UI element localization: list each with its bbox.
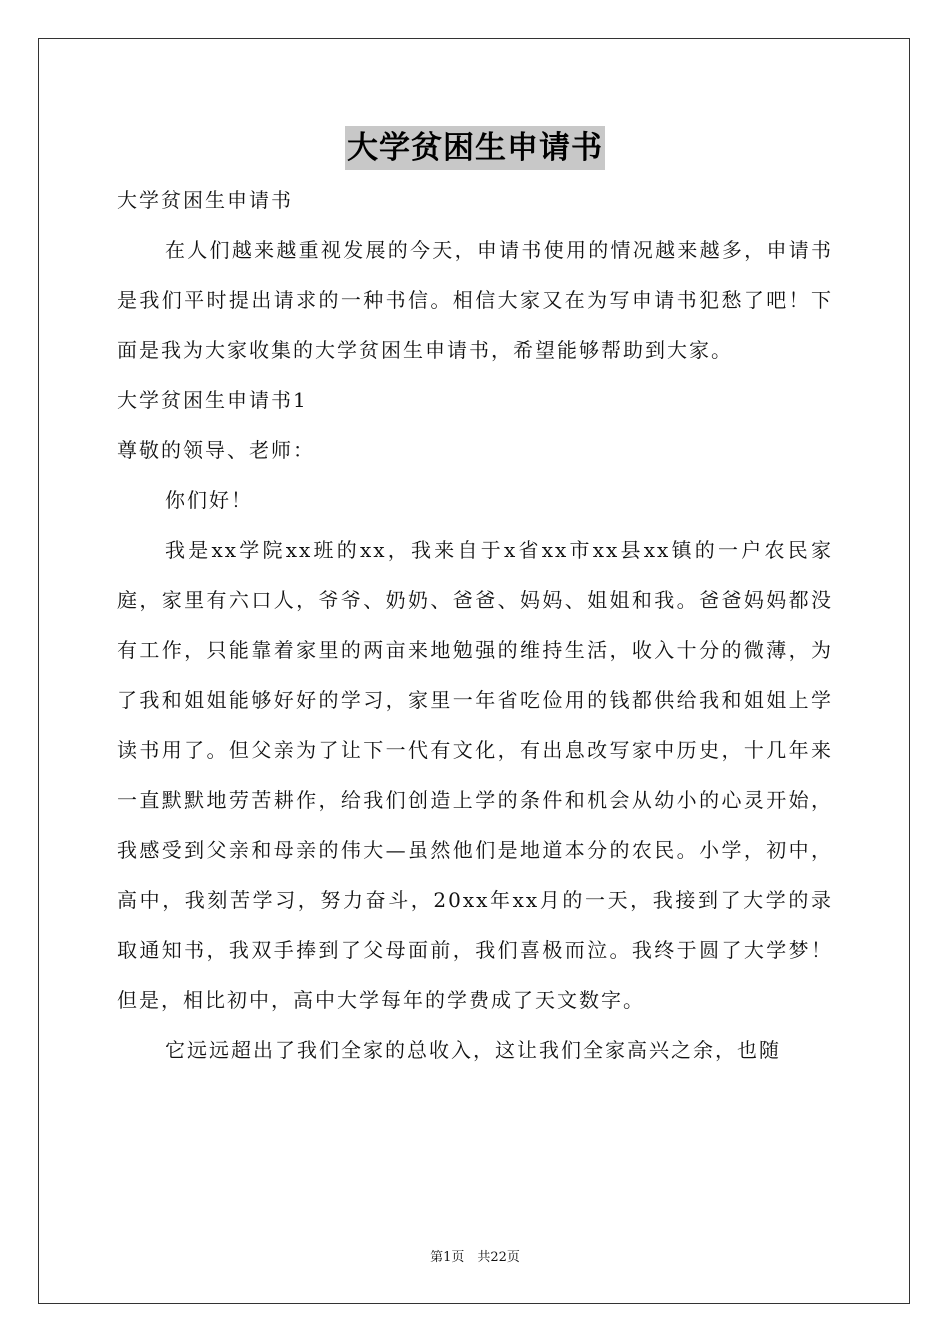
subtitle-paragraph: 大学贫困生申请书 [117, 188, 293, 212]
document-body [117, 175, 833, 1075]
body-paragraph-continued: 它远远超出了我们全家的总收入，这让我们全家高兴之余，也随 [165, 1038, 781, 1062]
salutation: 尊敬的领导、老师： [117, 438, 315, 462]
page-footer: 第1页 共22页 [430, 1250, 520, 1265]
document-title: 大学贫困生申请书 [345, 126, 605, 170]
greeting: 你们好！ [165, 488, 253, 512]
body-paragraph: 我是xx学院xx班的xx，我来自于x省xx市xx县xx镇的一户农民家庭，家里有六口人，爷爷、奶奶、爸爸、妈妈、姐姐和我。爸爸妈妈都没有工作，只能靠着家里的两亩来地勉强的维持生活，收入十分的微薄，为了我和姐姐能够好好的学习，家里一年省吃俭用的钱都供给我和姐姐上学读书用了。但父亲为了让下一代有文化，有出息改写家中历史，十几年来一直默默地劳苦耕作，给我们创造上学的条件和机会从幼小的心灵开始，我感受到父亲和母亲的伟大—虽然他们是地道本分的农民。小学，初中，高中，我刻苦学习，努力奋斗，20xx年xx月的一天，我接到了大学的录取通知书，我双手捧到了父母面前，我们喜极而泣。我终于圆了大学梦！但是，相比初中，高中大学每年的学费成了天文数字。 [117, 538, 833, 1012]
intro-paragraph: 在人们越来越重视发展的今天，申请书使用的情况越来越多，申请书是我们平时提出请求的一种书信。相信大家又在为写申请书犯愁了吧！下面是我为大家收集的大学贫困生申请书，希望能够帮助到大家。 [117, 238, 833, 362]
section-heading: 大学贫困生申请书1 [117, 388, 308, 412]
title-container [0, 126, 950, 170]
